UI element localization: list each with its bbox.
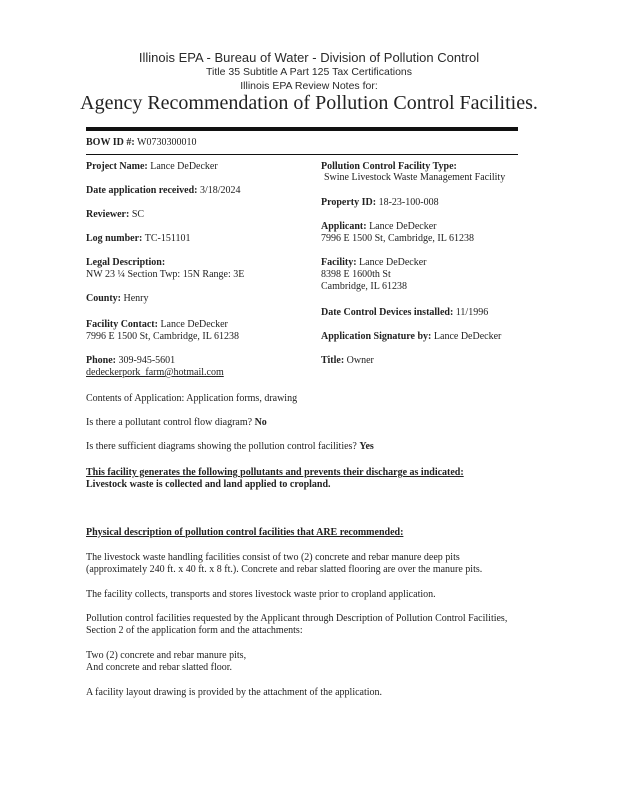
legal-description-value: NW 23 ¼ Section Twp: 15N Range: 3E <box>86 269 245 280</box>
facility-address-line1: 8398 E 1600th St <box>321 269 391 280</box>
project-name-value: Lance DeDecker <box>150 161 218 172</box>
property-id-value: 18-23-100-008 <box>378 197 439 208</box>
facility-value: Lance DeDecker <box>359 257 427 268</box>
reviewer <box>86 209 144 221</box>
facility-address-line2: Cambridge, IL 61238 <box>321 281 408 292</box>
requested-item-floor: And concrete and rebar slatted floor. <box>86 662 233 673</box>
flow-diagram-answer: No <box>254 417 267 428</box>
page-title: Agency Recommendation of Pollution Control Facilities. <box>80 92 538 114</box>
log-number-value: TC-151101 <box>144 233 191 244</box>
facility-contact-value: Lance DeDecker <box>160 319 228 330</box>
facility-type-label: Pollution Control Facility Type: <box>321 161 457 172</box>
description-paragraph-3-line2: Section 2 of the application form and the attachments: <box>86 625 303 636</box>
reviewer-label: Reviewer: <box>86 209 130 220</box>
pollutants-heading: This facility generates the following pollutants and prevents their discharge as indicated: <box>86 467 464 478</box>
diagrams-answer: Yes <box>359 441 374 452</box>
facility <box>321 257 427 269</box>
date-received-label: Date application received: <box>86 185 198 196</box>
agency-header: Illinois EPA - Bureau of Water - Division of Pollution Control <box>138 50 480 65</box>
header-divider <box>86 127 518 131</box>
bow-id <box>86 137 197 149</box>
applicant <box>321 221 437 233</box>
log-number <box>86 233 190 245</box>
bow-id-value: W0730300010 <box>137 137 197 148</box>
date-received-value: 3/18/2024 <box>199 185 241 196</box>
description-paragraph-2: The facility collects, transports and stores livestock waste prior to cropland application. <box>86 589 436 600</box>
property-id <box>321 197 439 209</box>
facility-type-value: Swine Livestock Waste Management Facility <box>324 172 506 183</box>
regulation-subtitle: Title 35 Subtitle A Part 125 Tax Certifications <box>205 66 413 78</box>
signer-title <box>321 355 374 367</box>
facility-contact <box>86 319 228 331</box>
application-signature-value: Lance DeDecker <box>433 331 502 342</box>
physical-description-heading: Physical description of pollution control facilities that ARE recommended: <box>86 527 404 538</box>
description-paragraph-1-line2: (approximately 240 ft. x 40 ft. x 8 ft.). Concrete and rebar slatted flooring are over the manure pits. <box>86 564 483 575</box>
requested-item-pits: Two (2) concrete and rebar manure pits, <box>86 650 247 661</box>
phone-label: Phone: <box>86 355 116 366</box>
phone-value: 309-945-5601 <box>118 355 176 366</box>
application-signature-label: Application Signature by: <box>321 331 432 342</box>
applicant-label: Applicant: <box>321 221 367 232</box>
county-value: Henry <box>123 293 149 304</box>
flow-diagram-question <box>86 417 267 429</box>
bow-id-label: BOW ID #: <box>86 137 135 148</box>
reviewer-value: SC <box>131 209 145 220</box>
facility-contact-label: Facility Contact: <box>86 319 158 330</box>
project-name <box>86 161 218 173</box>
signer-title-label: Title: <box>321 355 345 366</box>
legal-description-label: Legal Description: <box>86 257 166 268</box>
project-name-label: Project Name: <box>86 161 148 172</box>
diagrams-question-text: Is there sufficient diagrams showing the pollution control facilities? <box>86 441 357 452</box>
diagrams-question <box>86 441 374 453</box>
flow-diagram-question-text: Is there a pollutant control flow diagram? <box>86 417 253 428</box>
review-notes-label: Illinois EPA Review Notes for: <box>240 80 378 92</box>
application-contents: Contents of Application: Application forms, drawing <box>86 393 298 404</box>
date-received <box>86 185 241 197</box>
date-installed-label: Date Control Devices installed: <box>321 307 454 318</box>
pollutants-text: Livestock waste is collected and land applied to cropland. <box>86 479 331 490</box>
bow-divider <box>86 154 518 155</box>
date-installed <box>321 307 488 319</box>
log-number-label: Log number: <box>86 233 143 244</box>
date-installed-value: 11/1996 <box>455 307 489 318</box>
description-paragraph-1-line1: The livestock waste handling facilities consist of two (2) concrete and rebar manure deep pits <box>86 552 460 563</box>
signer-title-value: Owner <box>346 355 374 366</box>
applicant-value: Lance DeDecker <box>369 221 437 232</box>
applicant-address: 7996 E 1500 St, Cambridge, IL 61238 <box>321 233 474 244</box>
facility-contact-address: 7996 E 1500 St, Cambridge, IL 61238 <box>86 331 239 342</box>
description-paragraph-5: A facility layout drawing is provided by the attachment of the application. <box>86 687 383 698</box>
description-paragraph-3-line1: Pollution control facilities requested by the Applicant through Description of Pollution Control Facilities, <box>86 613 508 624</box>
email-link[interactable]: dedeckerpork_farm@hotmail.com <box>86 367 224 378</box>
phone <box>86 355 175 367</box>
county <box>86 293 149 305</box>
county-label: County: <box>86 293 122 304</box>
facility-label: Facility: <box>321 257 357 268</box>
application-signature <box>321 331 501 343</box>
property-id-label: Property ID: <box>321 197 377 208</box>
